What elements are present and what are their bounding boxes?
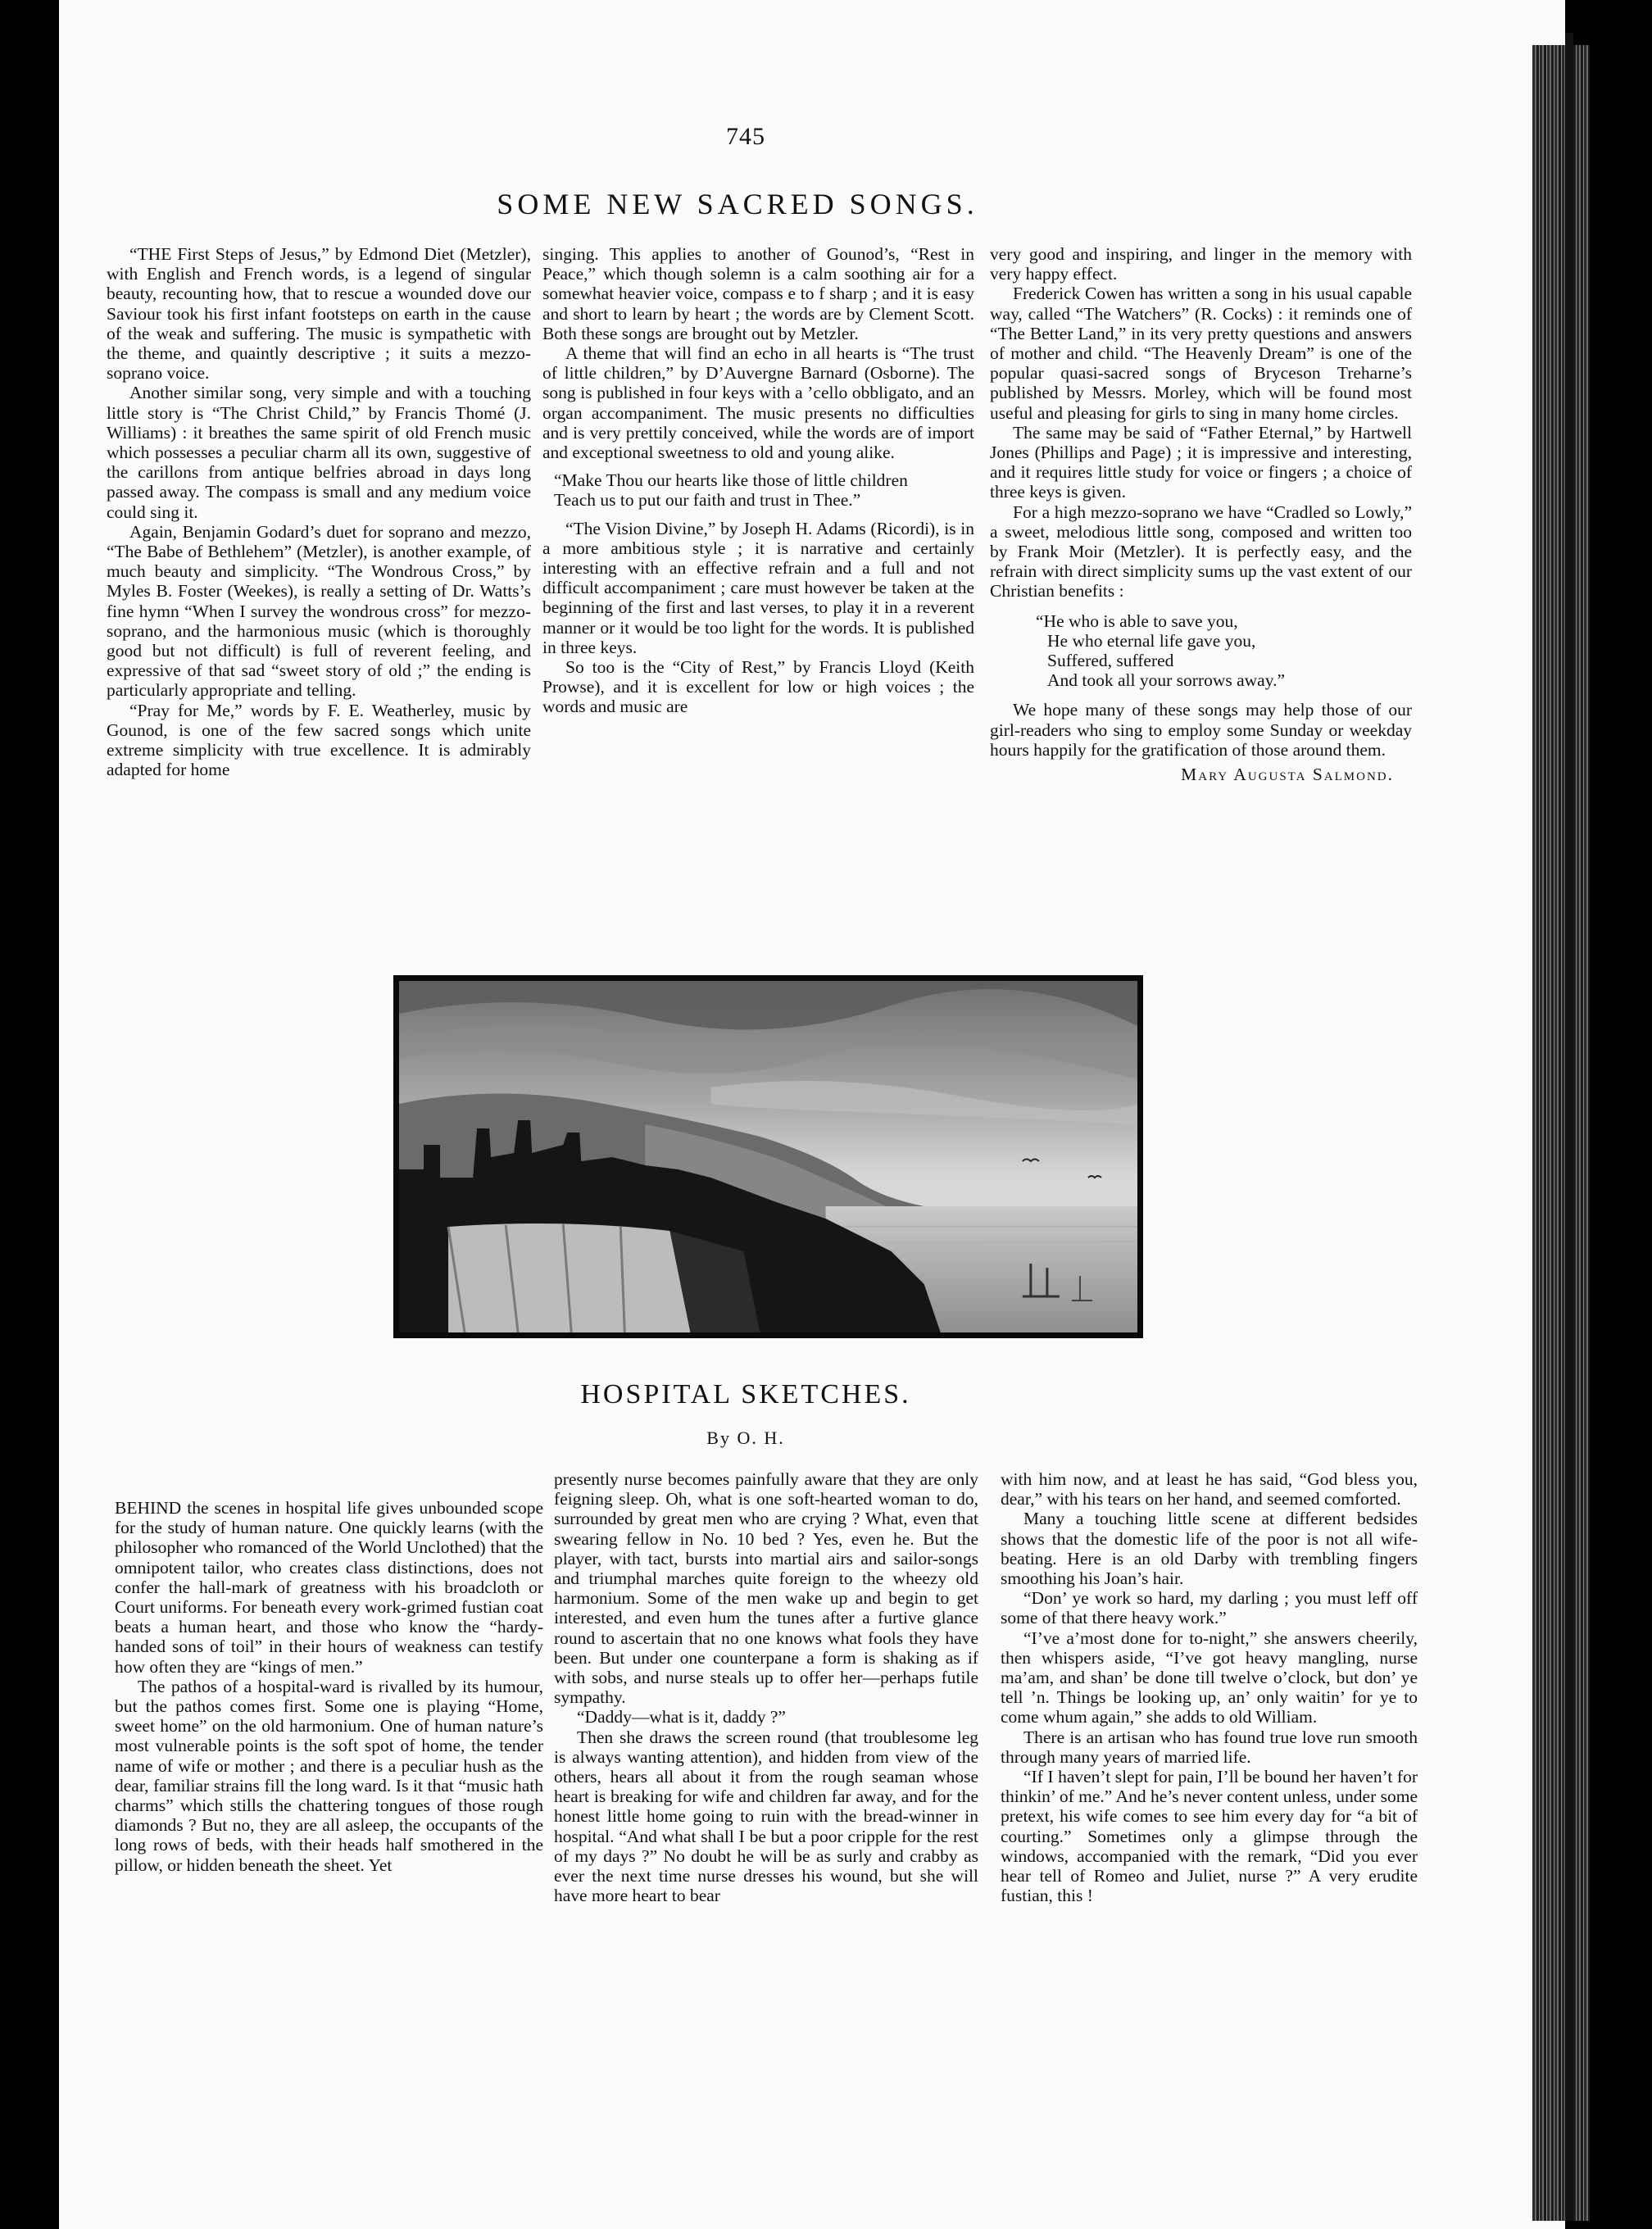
paragraph: So too is the “City of Rest,” by Francis Lloyd (Keith Prowse), and it is excellent for low or high voices ; the words and music are bbox=[542, 657, 974, 717]
verse-line: Teach us to put our faith and trust in Thee.” bbox=[554, 490, 861, 511]
paragraph: “Don’ ye work so hard, my darling ; you must leff off some of that there heavy work.” bbox=[1001, 1588, 1418, 1628]
author-signature: Mary Augusta Salmond. bbox=[1181, 765, 1394, 785]
songs-column-2 bbox=[542, 244, 974, 717]
hospital-column-3 bbox=[1001, 1469, 1418, 1905]
paragraph: Another similar song, very simple and with a touching little story is “The Christ Child,” by Francis Thomé (J. Williams) : it breathes the same spirit of old French music which possesses a peculiar charm all its own, suggestive of the carillons from antique belfries abroad in days long passed away. The compass is small and any medium voice could sing it. bbox=[107, 383, 531, 522]
paragraph: “I’ve a’most done for to-night,” she answers cheerily, then whispers aside, “I’ve got heavy mangling, nurse ma’am, and shan’ be done till twelve o’clock, but don’ ye tell ’n. Things be looking up, an’ only waitin’ for ye to come whum again,” she adds to old William. bbox=[1001, 1627, 1418, 1727]
coastal-village-illustration bbox=[393, 975, 1143, 1338]
songs-column-3 bbox=[990, 244, 1412, 784]
paragraph: Frederick Cowen has written a song in his usual capable way, called “The Watchers” (R. Cocks) : it reminds one of “The Better Land,” in its very pretty questions and answers of mother and child. “The Heavenly Dream” is one of the popular quasi-sacred songs of Bryceson Treharne’s published by Messrs. Morley, which will be found most useful and pleasing for girls to sing in many home circles. bbox=[990, 284, 1412, 423]
paragraph: The same may be said of “Father Eternal,” by Hartwell Jones (Phillips and Page) ; it is impressive and interesting, and it requires little study for voice or fingers ; a choice of three keys is given. bbox=[990, 422, 1412, 502]
paragraph: “Pray for Me,” words by F. E. Weatherley, music by Gounod, is one of the few sacred songs which unite extreme simplicity with true excellence. It is admirably adapted for home bbox=[107, 700, 531, 780]
songs-column-1 bbox=[107, 244, 531, 779]
paragraph: There is an artisan who has found true love run smooth through many years of married life. bbox=[1001, 1727, 1418, 1767]
page-number: 745 bbox=[726, 123, 765, 150]
paragraph: Then she draws the screen round (that troublesome leg is always wanting attention), and hidden from view of the others, hears all about it from the rough seaman whose heart is breaking for wife and children far away, and for the honest little home going to ruin with the bread-winner in hospital. “And what shall I be but a poor cripple for the rest of my days ?” No doubt he will be as surly and crabby as ever the next time nurse dresses his wound, but she will have more heart to bear bbox=[554, 1727, 978, 1906]
paragraph: very good and inspiring, and linger in the memory with very happy effect. bbox=[990, 244, 1412, 284]
hospital-column-2 bbox=[554, 1469, 978, 1905]
paragraph: “If I haven’t slept for pain, I’ll be bound her haven’t for thinkin’ of me.” And he’s never content unless, under some pretext, his wife comes to see him every day for “a bit of courting.” Sometimes only a glimpse through the windows, accompanied with the remark, “Did you ever hear tell of Romeo and Juliet, nurse ?” A very erudite fustian, this ! bbox=[1001, 1767, 1418, 1906]
book-spine-shadow bbox=[1565, 33, 1573, 2221]
paragraph: Again, Benjamin Godard’s duet for soprano and mezzo, “The Babe of Bethlehem” (Metzler), is another example, of much beauty and simplicity. “The Wondrous Cross,” by Myles B. Foster (Weekes), is really a setting of Dr. Watts’s fine hymn “When I survey the wondrous cross” for mezzo-soprano, and the harmonious music (which is thoroughly good but not difficult) is full of reverent feeling, and expressive of that sad “sweet story of old ;” the ending is particularly appropriate and telling. bbox=[107, 521, 531, 701]
article-title-sacred-songs: SOME NEW SACRED SONGS. bbox=[497, 188, 978, 220]
paragraph: The pathos of a hospital-ward is rivalled by its humour, but the pathos comes first. Some one is playing “Home, sweet home” on the old harmonium. One of human nature’s most vulnerable points is the soft spot of home, the tender name of wife or mother ; and there is a peculiar hush as the dear, familiar strains fill the long ward. Is it that “music hath charms” which stills the chattering tongues of those rough diamonds ? But no, they are all asleep, the occupants of the long rows of beds, with their heads half smothered in the pillow, or hidden beneath the sheet. Yet bbox=[115, 1676, 543, 1875]
hymn-verse bbox=[1036, 611, 1412, 691]
paragraph: For a high mezzo-soprano we have “Cradled so Lowly,” a sweet, melodious little song, composed and written too by Frank Moir (Metzler). It is perfectly easy, and the refrain with direct simplicity sums up the vast extent of our Christian benefits : bbox=[990, 502, 1412, 602]
paragraph: Many a touching little scene at different bedsides shows that the domestic life of the poor is not all wife-beating. Here is an old Darby with trembling fingers smoothing his Joan’s hair. bbox=[1001, 1509, 1418, 1589]
verse-line: “He who is able to save you, bbox=[1036, 611, 1238, 631]
verse-line: He who eternal life gave you, bbox=[1047, 630, 1256, 651]
paragraph: singing. This applies to another of Gounod’s, “Rest in Peace,” which though solemn is a calm soothing air for a somewhat heavier voice, compass e to f sharp ; and it is easy and short to learn by heart ; the words are by Clement Scott. Both these songs are brought out by Metzler. bbox=[542, 244, 974, 343]
book-page-edges bbox=[1532, 45, 1590, 2221]
verse-line: “Make Thou our hearts like those of little children bbox=[554, 470, 908, 491]
article-title-hospital-sketches: HOSPITAL SKETCHES. bbox=[580, 1379, 911, 1410]
verse-line: And took all your sorrows away.” bbox=[1047, 670, 1285, 691]
paragraph: “The Vision Divine,” by Joseph H. Adams (Ricordi), is in a more ambitious style ; it is narrative and certainly interesting with an effective refrain and a full and not difficult accompaniment ; care must however be taken at the beginning of the first and last verses, to play it in a reverent manner or it would be too light for the words. It is published in three keys. bbox=[542, 518, 974, 657]
paragraph: presently nurse becomes painfully aware that they are only feigning sleep. Oh, what is one soft-hearted woman to do, surrounded by great men who are crying ? What, even that swearing fellow in No. 10 bed ? Yes, even he. But the player, with tact, bursts into martial airs and sailor-songs and triumphal marches quite foreign to the wheezy old harmonium. Some of the men wake up and begin to get interested, and even hum the tunes after a furtive glance round to ascertain that no one knows what fools they have been. But under one counterpane a form is shaking as if with sobs, and nurse steals up to offer her—perhaps futile sympathy. bbox=[554, 1469, 978, 1708]
article-byline: By O. H. bbox=[706, 1428, 785, 1448]
paragraph: A theme that will find an echo in all hearts is “The trust of little children,” by D’Auvergne Barnard (Osborne). The song is published in four keys with a ’cello obbligato, and an organ accompaniment. The music presents no difficulties and is very prettily conceived, while the words are of import and exceptional sweetness to old and young alike. bbox=[542, 343, 974, 463]
paragraph: BEHIND the scenes in hospital life gives unbounded scope for the study of human nature. One quickly learns (with the philosopher who romanced of the World Unclothed) that the omnipotent tailor, who creates class distinctions, does not confer the hall-mark of greatness with his broadcloth or Court uniforms. For beneath every work-grimed fustian coat beats a human heart, and those who know the “hardy-handed sons of toil” in their hours of weakness can testify how often they are “kings of men.” bbox=[115, 1498, 543, 1677]
paragraph: “Daddy—what is it, daddy ?” bbox=[577, 1707, 786, 1727]
paragraph: We hope many of these songs may help those of our girl-readers who sing to employ some Sunday or weekday hours happily for the gratification of those around them. bbox=[990, 700, 1412, 760]
paragraph: with him now, and at least he has said, “God bless you, dear,” with his tears on her hand, and seemed comforted. bbox=[1001, 1469, 1418, 1509]
verse-line: Suffered, suffered bbox=[1047, 651, 1174, 671]
hospital-column-1 bbox=[115, 1498, 543, 1875]
paragraph: “THE First Steps of Jesus,” by Edmond Diet (Metzler), with English and French words, is a legend of singular beauty, recounting how, that to rescue a wounded dove our Saviour took his first infant footsteps on earth in the cause of the weak and suffering. The music is sympathetic with the theme, and quaintly descriptive ; it suits a mezzo-soprano voice. bbox=[107, 244, 531, 384]
